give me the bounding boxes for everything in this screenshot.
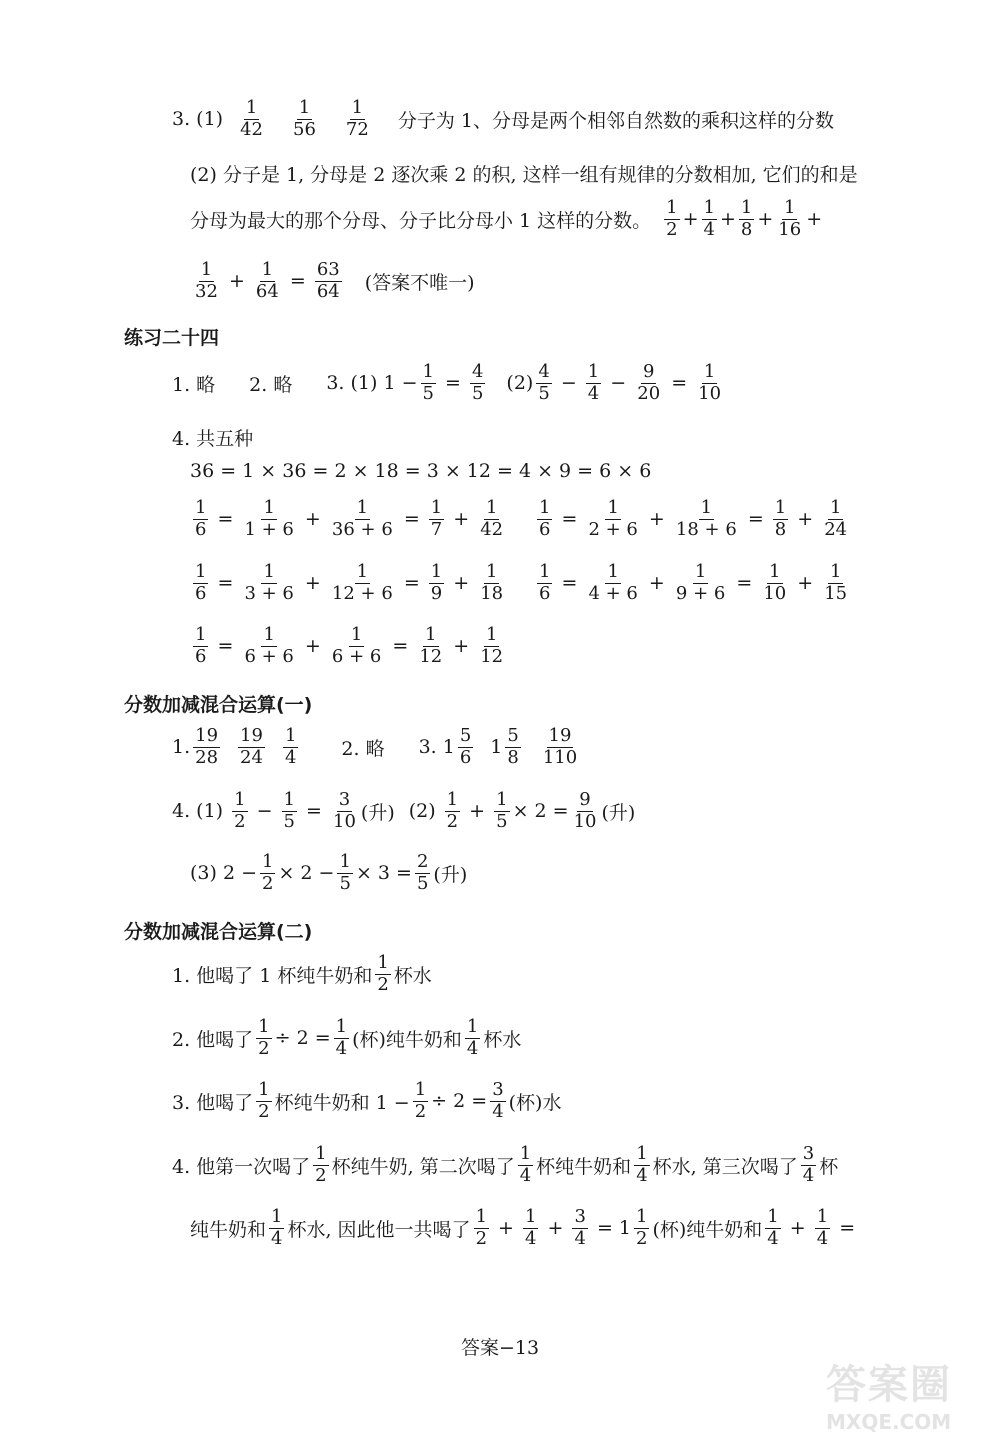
q3-line4: 1 32 + $\frac{1}{64}$ = $\frac{63}{64}$ (答案不唯一) <box>195 259 475 302</box>
mix2-line1: 1. 他喝了 1 杯纯牛奶和 1 2 杯水 <box>172 952 432 995</box>
mix2-line4: 4. 他第一次喝了 1 2 杯纯牛奶, 第二次喝了 1 4 杯纯牛奶和 1 4 杯水, 第三次喝了 3 4 杯 <box>172 1143 839 1186</box>
mix2-line5: 纯牛奶和 1 4 杯水, 因此他一共喝了 1 2 + $\frac{1}{4}$ + $\frac{3}{4}$ = 1 1 2 (杯)纯牛奶和 1 4 + $\frac{1}{4}$ = <box>190 1206 856 1249</box>
mix2-line2: 2. 他喝了 $\frac{1}{2}$ ÷ 2 = $\frac{1}{4}$ (杯)纯牛奶和 1 4 杯水 <box>172 1016 522 1059</box>
fraction: 1 72 <box>345 97 369 140</box>
section-title: 练习二十四 <box>124 327 220 349</box>
equation-row: $\frac{1}{6}$ = $\frac{1}{4 + 6}$ + $\frac{1}{9 + 6}$ = $\frac{1}{10}$ + $\frac{1}{15}$ <box>539 561 848 604</box>
equation-row: $\frac{1}{6}$ = $\frac{1}{3 + 6}$ + $\frac{1}{12 + 6}$ = $\frac{1}{9}$ + $\frac{1}{18}$ <box>195 561 504 604</box>
mix1-row2: 4. (1) 1 2 − $\frac{1}{5}$ = $\frac{3}{10}$ (升) (2) 1 2 + $\frac{1}{5}$ × 2 = $\frac{9}{10}$ (升) <box>172 789 636 832</box>
mix2-line3: 3. 他喝了 1 2 杯纯牛奶和 1 − $\frac{1}{2}$ ÷ 2 = $\frac{3}{4}$ (杯)水 <box>172 1079 562 1122</box>
mix1-row3: (3) 2 − $\frac{1}{2}$ × 2 − $\frac{1}{5}$ × 3 = $\frac{2}{5}$ (升) <box>190 851 468 894</box>
section-title: 分数加减混合运算(二) <box>124 921 313 943</box>
q3-line2: (2) 分子是 1, 分母是 2 逐次乘 2 的积, 这样一组有规律的分数相加, 它们的和是 <box>190 164 858 186</box>
sec24-q4: 4. 共五种 <box>172 428 254 450</box>
watermark-logo: 答案圈 MXQE.COM <box>826 1362 952 1434</box>
q3-line1: 3. (1) 1 42 1 56 1 72 分子为 1、分母是两个相邻自然数的乘积这样的分数 <box>172 97 834 140</box>
section-title: 分数加减混合运算(一) <box>124 694 313 716</box>
equation-row: $\frac{1}{6}$ = $\frac{1}{2 + 6}$ + $\frac{1}{18 + 6}$ = $\frac{1}{8}$ + $\frac{1}{24}$ <box>539 497 848 540</box>
equation-row: $\frac{1}{6}$ = $\frac{1}{6 + 6}$ + $\frac{1}{6 + 6}$ = $\frac{1}{12}$ + $\frac{1}{12}$ <box>195 624 504 667</box>
sec24-row1: 1. 略 2. 略 3. (1) 1 − $\frac{1}{5}$ = $\frac{4}{5}$ (2) 4 5 − $\frac{1}{4}$ − $\frac{9}{20}$ = $\frac{1}{10}$ <box>172 361 722 404</box>
q3-line3: 分母为最大的那个分母、分子比分母小 1 这样的分数。 1 2 + $\frac{1}{4}$ + $\frac{1}{8}$ + $\frac{1}{16}$ + <box>190 197 823 240</box>
page-footer: 答案−13 <box>460 1337 540 1359</box>
sec24-eq36: 36 = 1 × 36 = 2 × 18 = 3 × 12 = 4 × 9 = 6 × 6 <box>190 460 652 482</box>
mix1-row1: 1. 19 28 19 24 1 4 2. 略 3. 1 5 6 1 5 8 19 110 <box>172 725 578 768</box>
fraction: 1 56 <box>293 97 316 140</box>
equation-row: $\frac{1}{6}$ = $\frac{1}{1 + 6}$ + $\frac{1}{36 + 6}$ = $\frac{1}{7}$ + $\frac{1}{42}$ <box>195 497 504 540</box>
fraction: 1 42 <box>240 97 263 140</box>
